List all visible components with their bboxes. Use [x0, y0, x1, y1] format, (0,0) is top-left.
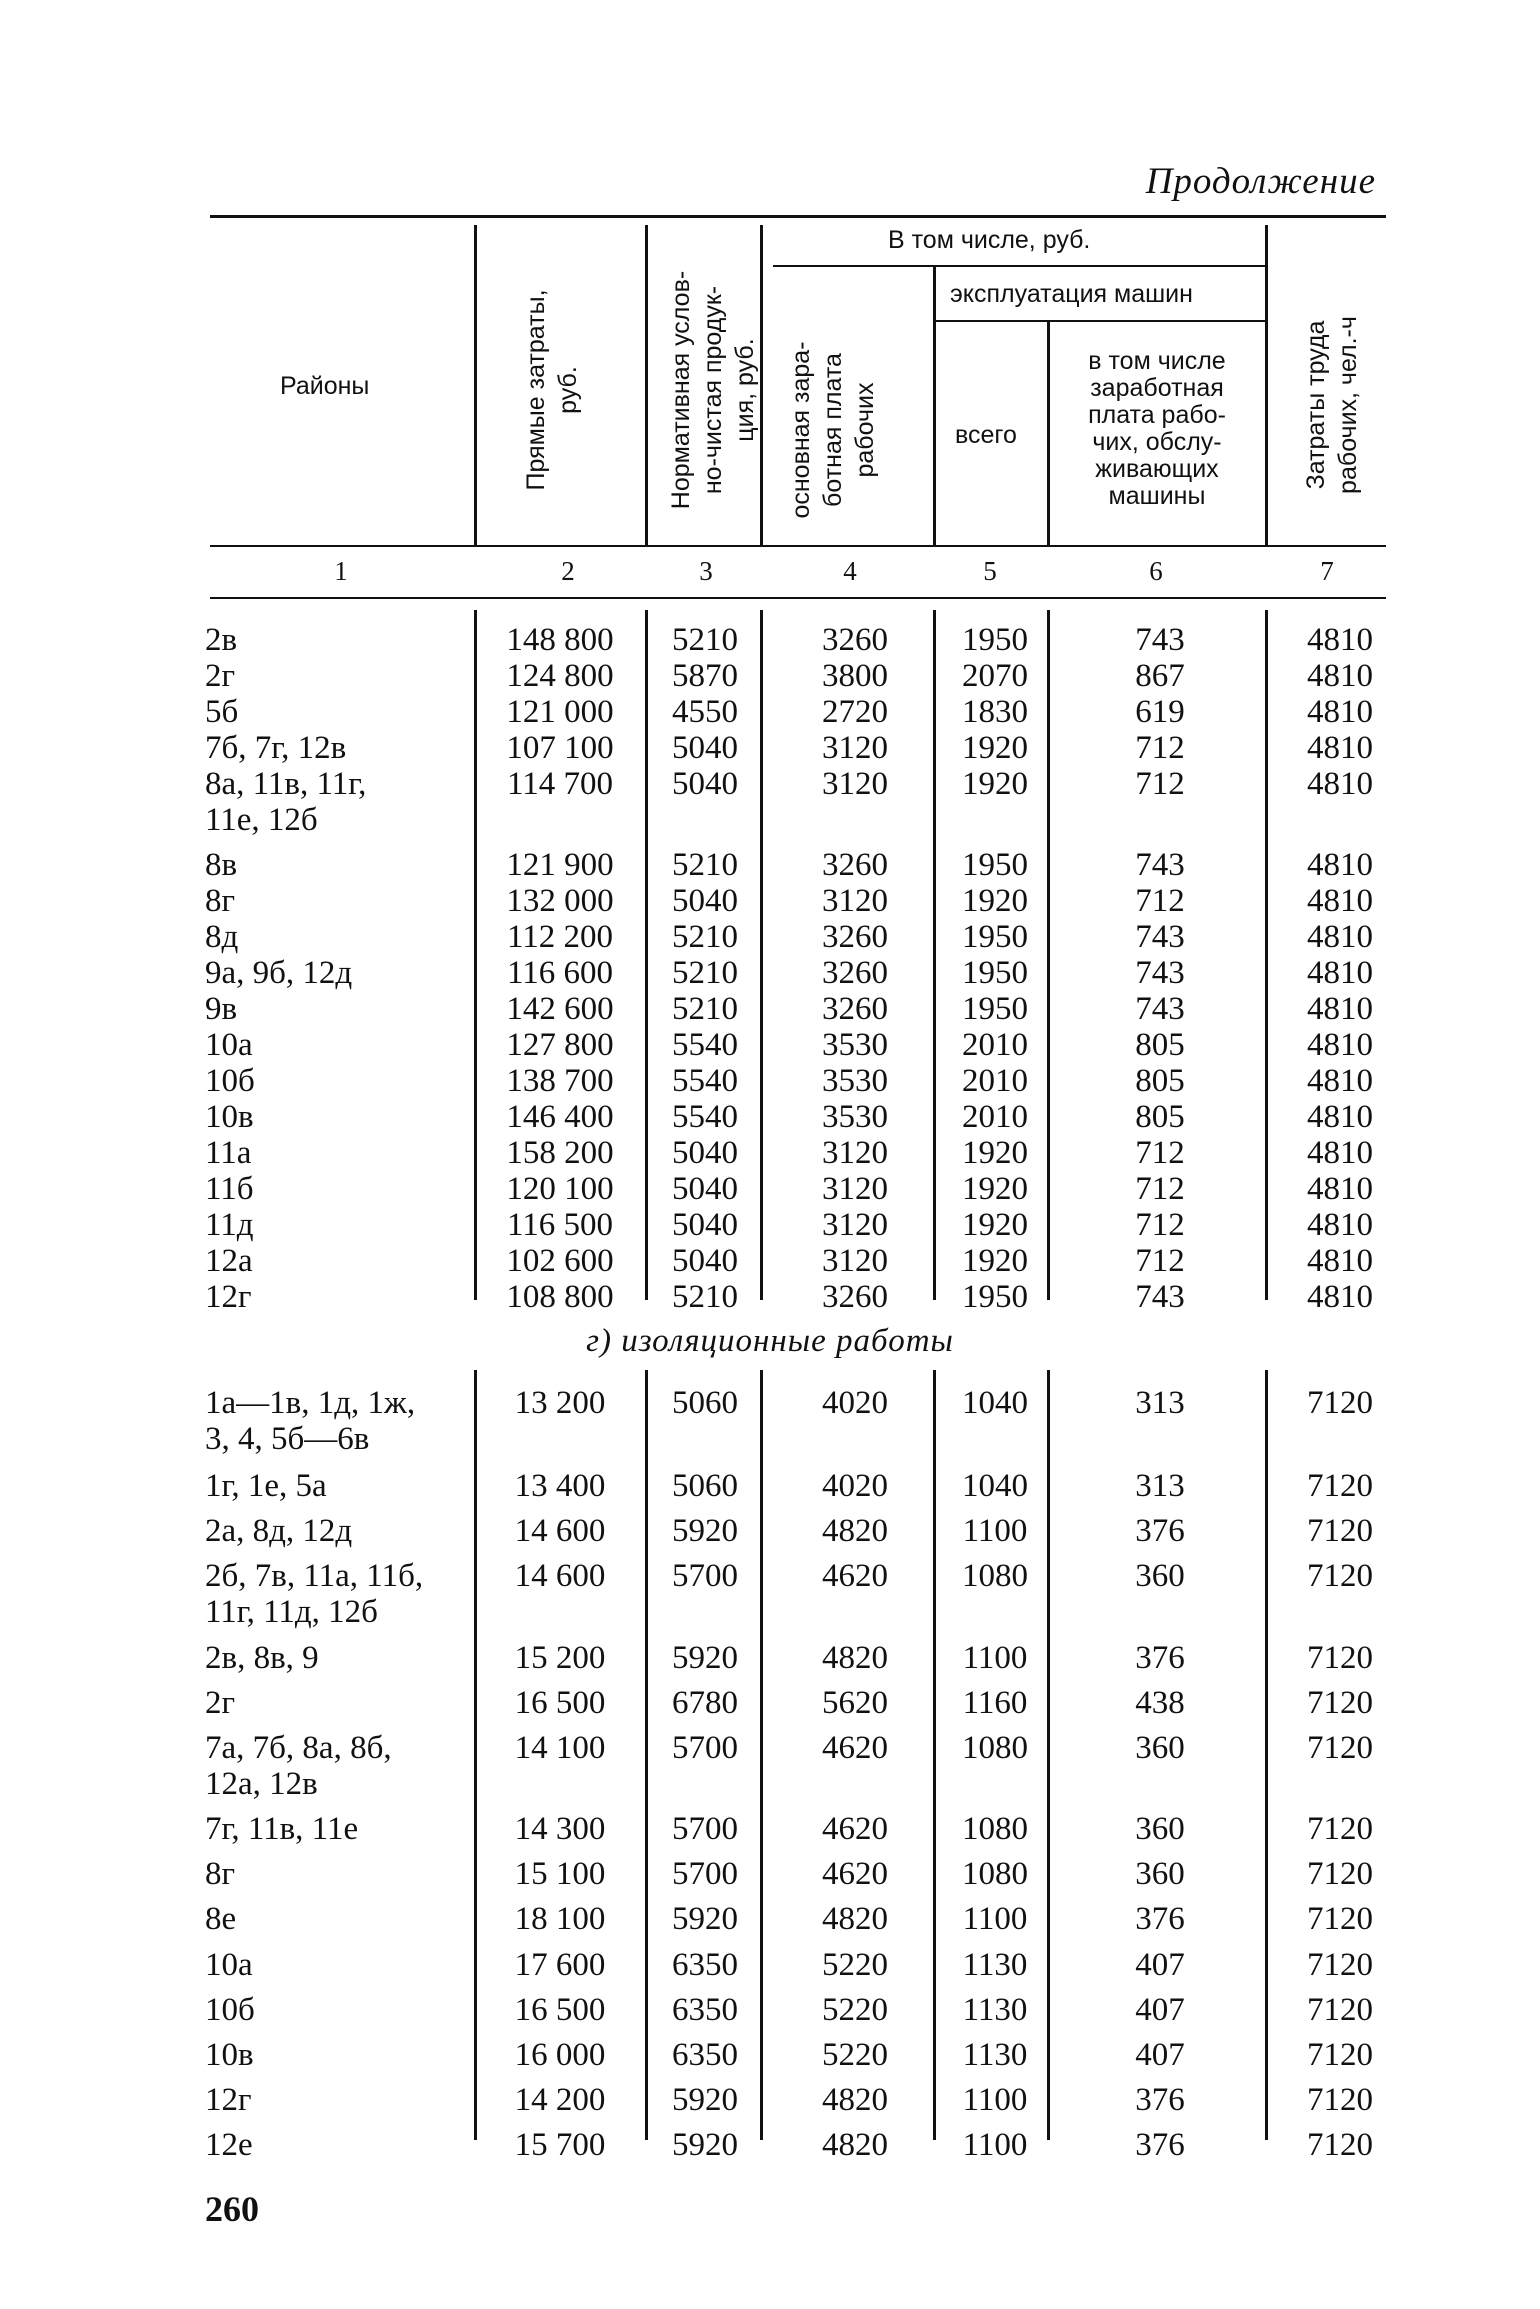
value-cell: 1130 [962, 2037, 1028, 2073]
value-cell: 142 600 [506, 991, 614, 1027]
value-cell: 4620 [822, 1730, 888, 1766]
value-cell: 743 [1135, 991, 1185, 1027]
region-label: 2в [205, 622, 238, 658]
value-cell: 1100 [962, 1513, 1028, 1549]
value-cell: 1040 [962, 1385, 1028, 1421]
value-cell: 743 [1135, 847, 1185, 883]
page-number: 260 [205, 2189, 259, 2229]
value-cell: 5210 [672, 622, 738, 658]
value-cell: 5540 [672, 1063, 738, 1099]
value-cell: 4820 [822, 2127, 888, 2163]
header-base-wage: основная зара- ботная плата рабочих [787, 341, 879, 519]
value-cell: 1080 [962, 1811, 1028, 1847]
value-cell: 5040 [672, 1171, 738, 1207]
header-regions: Районы [280, 372, 370, 400]
value-cell: 1950 [962, 991, 1028, 1027]
value-cell: 5540 [672, 1099, 738, 1135]
value-cell: 3120 [822, 1243, 888, 1279]
region-label: 7г, 11в, 11е [205, 1811, 359, 1847]
value-cell: 132 000 [506, 883, 614, 919]
table-row [0, 955, 1540, 991]
value-cell: 360 [1135, 1558, 1185, 1594]
value-cell: 6350 [672, 2037, 738, 2073]
region-label: 7а, 7б, 8а, 8б, 12а, 12в [205, 1730, 392, 1802]
value-cell: 5040 [672, 1135, 738, 1171]
table-row [0, 766, 1540, 838]
value-cell: 360 [1135, 1856, 1185, 1892]
value-cell: 4820 [822, 1901, 888, 1937]
column-number: 3 [699, 556, 713, 586]
value-cell: 7120 [1307, 1513, 1373, 1549]
header-bottom-rule [210, 545, 1386, 547]
region-label: 1а—1в, 1д, 1ж, 3, 4, 5б—6в [205, 1385, 416, 1457]
value-cell: 1950 [962, 847, 1028, 883]
header-divider [1047, 320, 1050, 545]
header-labor: Затраты труда рабочих, чел.-ч [1302, 316, 1362, 494]
table-row [0, 1135, 1540, 1171]
value-cell: 3120 [822, 1135, 888, 1171]
table-row [0, 2127, 1540, 2163]
value-cell: 4810 [1307, 1063, 1373, 1099]
value-cell: 1100 [962, 2082, 1028, 2118]
value-cell: 14 600 [514, 1558, 606, 1594]
value-cell: 112 200 [506, 919, 614, 955]
value-cell: 1040 [962, 1468, 1028, 1504]
value-cell: 7120 [1307, 1856, 1373, 1892]
region-label: 8в [205, 847, 238, 883]
value-cell: 1080 [962, 1856, 1028, 1892]
value-cell: 13 200 [514, 1385, 606, 1421]
value-cell: 5920 [672, 1640, 738, 1676]
table-row [0, 1811, 1540, 1847]
value-cell: 376 [1135, 1901, 1185, 1937]
value-cell: 5210 [672, 955, 738, 991]
value-cell: 5870 [672, 658, 738, 694]
table-row [0, 1027, 1540, 1063]
region-label: 10а [205, 1947, 253, 1983]
region-label: 10б [205, 1992, 255, 2028]
region-label: 11а [205, 1135, 252, 1171]
region-label: 2г [205, 1685, 236, 1721]
value-cell: 805 [1135, 1027, 1185, 1063]
value-cell: 1920 [962, 730, 1028, 766]
region-label: 5б [205, 694, 239, 730]
value-cell: 4810 [1307, 1099, 1373, 1135]
value-cell: 7120 [1307, 1730, 1373, 1766]
table-row [0, 991, 1540, 1027]
value-cell: 407 [1135, 1992, 1185, 2028]
header-divider [1265, 225, 1268, 545]
table-row [0, 622, 1540, 658]
value-cell: 120 100 [506, 1171, 614, 1207]
value-cell: 5920 [672, 1901, 738, 1937]
value-cell: 5040 [672, 1207, 738, 1243]
region-label: 2а, 8д, 12д [205, 1513, 353, 1549]
region-label: 10в [205, 2037, 254, 2073]
section-title: г) изоляционные работы [586, 1323, 954, 1359]
header-total: всего [955, 421, 1017, 449]
value-cell: 4820 [822, 1513, 888, 1549]
value-cell: 4020 [822, 1385, 888, 1421]
table-row [0, 1207, 1540, 1243]
value-cell: 14 100 [514, 1730, 606, 1766]
table-row [0, 1640, 1540, 1676]
header-divider [933, 265, 936, 545]
table-row [0, 1992, 1540, 2028]
value-cell: 4810 [1307, 658, 1373, 694]
value-cell: 4810 [1307, 730, 1373, 766]
subheader-rule-1 [773, 265, 1265, 267]
value-cell: 1920 [962, 1171, 1028, 1207]
table-row [0, 919, 1540, 955]
value-cell: 7120 [1307, 2037, 1373, 2073]
region-label: 9в [205, 991, 238, 1027]
value-cell: 1100 [962, 1901, 1028, 1937]
value-cell: 3120 [822, 1171, 888, 1207]
value-cell: 6350 [672, 1992, 738, 2028]
value-cell: 376 [1135, 1640, 1185, 1676]
region-label: 7б, 7г, 12в [205, 730, 347, 766]
value-cell: 5220 [822, 2037, 888, 2073]
value-cell: 1080 [962, 1730, 1028, 1766]
value-cell: 407 [1135, 1947, 1185, 1983]
value-cell: 5700 [672, 1730, 738, 1766]
header-machine-operation: эксплуатация машин [950, 280, 1193, 308]
value-cell: 17 600 [514, 1947, 606, 1983]
value-cell: 15 100 [514, 1856, 606, 1892]
table-row [0, 1856, 1540, 1892]
value-cell: 7120 [1307, 1640, 1373, 1676]
value-cell: 7120 [1307, 1558, 1373, 1594]
region-label: 12а [205, 1243, 253, 1279]
continuation-label: Продолжение [1145, 161, 1376, 202]
value-cell: 18 100 [514, 1901, 606, 1937]
value-cell: 712 [1135, 1135, 1185, 1171]
value-cell: 313 [1135, 1468, 1185, 1504]
value-cell: 3260 [822, 919, 888, 955]
value-cell: 4810 [1307, 1207, 1373, 1243]
value-cell: 3120 [822, 766, 888, 802]
value-cell: 14 600 [514, 1513, 606, 1549]
value-cell: 407 [1135, 2037, 1185, 2073]
value-cell: 7120 [1307, 2082, 1373, 2118]
value-cell: 3260 [822, 955, 888, 991]
value-cell: 1080 [962, 1558, 1028, 1594]
value-cell: 5040 [672, 730, 738, 766]
column-number: 7 [1320, 556, 1334, 586]
value-cell: 376 [1135, 2082, 1185, 2118]
value-cell: 107 100 [506, 730, 614, 766]
table-row [0, 1099, 1540, 1135]
value-cell: 4810 [1307, 1279, 1373, 1315]
value-cell: 7120 [1307, 1947, 1373, 1983]
value-cell: 3260 [822, 991, 888, 1027]
value-cell: 3530 [822, 1027, 888, 1063]
region-label: 1г, 1е, 5а [205, 1468, 327, 1504]
value-cell: 712 [1135, 883, 1185, 919]
value-cell: 1950 [962, 919, 1028, 955]
value-cell: 5040 [672, 883, 738, 919]
column-number: 4 [843, 556, 857, 586]
value-cell: 712 [1135, 730, 1185, 766]
table-row [0, 847, 1540, 883]
value-cell: 138 700 [506, 1063, 614, 1099]
region-label: 12г [205, 1279, 252, 1315]
value-cell: 360 [1135, 1730, 1185, 1766]
value-cell: 867 [1135, 658, 1185, 694]
value-cell: 13 400 [514, 1468, 606, 1504]
value-cell: 5210 [672, 991, 738, 1027]
table-row [0, 694, 1540, 730]
value-cell: 4810 [1307, 694, 1373, 730]
table-row [0, 1243, 1540, 1279]
table-row [0, 2082, 1540, 2118]
region-label: 8а, 11в, 11г, 11е, 12б [205, 766, 367, 838]
value-cell: 1920 [962, 1207, 1028, 1243]
table-row [0, 730, 1540, 766]
table-row [0, 1513, 1540, 1549]
value-cell: 1950 [962, 1279, 1028, 1315]
value-cell: 16 000 [514, 2037, 606, 2073]
value-cell: 376 [1135, 2127, 1185, 2163]
value-cell: 438 [1135, 1685, 1185, 1721]
region-label: 2г [205, 658, 236, 694]
value-cell: 5210 [672, 919, 738, 955]
value-cell: 146 400 [506, 1099, 614, 1135]
value-cell: 743 [1135, 622, 1185, 658]
value-cell: 5700 [672, 1558, 738, 1594]
table-row [0, 1468, 1540, 1504]
value-cell: 5920 [672, 1513, 738, 1549]
table-row [0, 1558, 1540, 1630]
value-cell: 116 500 [506, 1207, 614, 1243]
table-row [0, 1901, 1540, 1937]
value-cell: 4810 [1307, 1243, 1373, 1279]
region-label: 9а, 9б, 12д [205, 955, 353, 991]
value-cell: 15 700 [514, 2127, 606, 2163]
value-cell: 743 [1135, 919, 1185, 955]
value-cell: 1100 [962, 2127, 1028, 2163]
header-direct-costs: Прямые затраты, руб. [522, 289, 582, 491]
value-cell: 4820 [822, 1640, 888, 1676]
region-label: 8г [205, 1856, 236, 1892]
value-cell: 5220 [822, 1992, 888, 2028]
value-cell: 3530 [822, 1099, 888, 1135]
value-cell: 2720 [822, 694, 888, 730]
value-cell: 114 700 [506, 766, 614, 802]
region-label: 12е [205, 2127, 253, 2163]
value-cell: 619 [1135, 694, 1185, 730]
value-cell: 7120 [1307, 1811, 1373, 1847]
value-cell: 15 200 [514, 1640, 606, 1676]
value-cell: 1160 [962, 1685, 1028, 1721]
table-row [0, 1385, 1540, 1457]
region-label: 11д [205, 1207, 254, 1243]
value-cell: 1920 [962, 1135, 1028, 1171]
value-cell: 5220 [822, 1947, 888, 1983]
value-cell: 1920 [962, 1243, 1028, 1279]
value-cell: 148 800 [506, 622, 614, 658]
header-divider [474, 225, 477, 545]
column-number: 2 [561, 556, 575, 586]
value-cell: 3120 [822, 1207, 888, 1243]
value-cell: 5620 [822, 1685, 888, 1721]
value-cell: 1920 [962, 883, 1028, 919]
value-cell: 7120 [1307, 1992, 1373, 2028]
value-cell: 3120 [822, 883, 888, 919]
column-number: 1 [334, 556, 348, 586]
value-cell: 1830 [962, 694, 1028, 730]
value-cell: 4820 [822, 2082, 888, 2118]
table-top-rule [210, 215, 1386, 218]
value-cell: 7120 [1307, 2127, 1373, 2163]
value-cell: 4550 [672, 694, 738, 730]
value-cell: 121 000 [506, 694, 614, 730]
value-cell: 360 [1135, 1811, 1185, 1847]
value-cell: 712 [1135, 766, 1185, 802]
value-cell: 16 500 [514, 1992, 606, 2028]
region-label: 10б [205, 1063, 255, 1099]
value-cell: 3800 [822, 658, 888, 694]
header-normative: Нормативная услов- но-чистая продук- ция, руб. [667, 270, 759, 510]
value-cell: 3260 [822, 622, 888, 658]
value-cell: 102 600 [506, 1243, 614, 1279]
region-label: 12г [205, 2082, 252, 2118]
value-cell: 158 200 [506, 1135, 614, 1171]
table-row [0, 1947, 1540, 1983]
column-number: 5 [983, 556, 997, 586]
value-cell: 1950 [962, 622, 1028, 658]
value-cell: 124 800 [506, 658, 614, 694]
value-cell: 6350 [672, 1947, 738, 1983]
value-cell: 127 800 [506, 1027, 614, 1063]
table-row [0, 883, 1540, 919]
value-cell: 5920 [672, 2127, 738, 2163]
value-cell: 712 [1135, 1243, 1185, 1279]
value-cell: 4810 [1307, 622, 1373, 658]
value-cell: 743 [1135, 955, 1185, 991]
region-label: 8д [205, 919, 239, 955]
value-cell: 116 600 [506, 955, 614, 991]
value-cell: 4810 [1307, 766, 1373, 802]
value-cell: 1920 [962, 766, 1028, 802]
header-incl-wage: в том числе заработная плата рабо- чих, обслу- живающих машины [1088, 347, 1226, 510]
region-label: 2в, 8в, 9 [205, 1640, 319, 1676]
value-cell: 121 900 [506, 847, 614, 883]
value-cell: 5060 [672, 1385, 738, 1421]
table-row [0, 1685, 1540, 1721]
table-row [0, 658, 1540, 694]
value-cell: 4620 [822, 1856, 888, 1892]
value-cell: 5040 [672, 1243, 738, 1279]
value-cell: 5700 [672, 1811, 738, 1847]
region-label: 11б [205, 1171, 254, 1207]
value-cell: 5210 [672, 1279, 738, 1315]
value-cell: 6780 [672, 1685, 738, 1721]
subheader-rule-2 [935, 320, 1265, 322]
value-cell: 4810 [1307, 847, 1373, 883]
value-cell: 14 200 [514, 2082, 606, 2118]
value-cell: 712 [1135, 1171, 1185, 1207]
value-cell: 4620 [822, 1558, 888, 1594]
value-cell: 14 300 [514, 1811, 606, 1847]
header-including-rub: В том числе, руб. [888, 226, 1091, 254]
value-cell: 7120 [1307, 1685, 1373, 1721]
value-cell: 7120 [1307, 1385, 1373, 1421]
value-cell: 4810 [1307, 991, 1373, 1027]
value-cell: 5920 [672, 2082, 738, 2118]
value-cell: 1100 [962, 1640, 1028, 1676]
value-cell: 5210 [672, 847, 738, 883]
value-cell: 7120 [1307, 1901, 1373, 1937]
value-cell: 4810 [1307, 955, 1373, 991]
value-cell: 5700 [672, 1856, 738, 1892]
value-cell: 5540 [672, 1027, 738, 1063]
value-cell: 5040 [672, 766, 738, 802]
region-label: 10а [205, 1027, 253, 1063]
value-cell: 4810 [1307, 883, 1373, 919]
value-cell: 3120 [822, 730, 888, 766]
column-number: 6 [1149, 556, 1163, 586]
value-cell: 16 500 [514, 1685, 606, 1721]
value-cell: 5060 [672, 1468, 738, 1504]
value-cell: 4810 [1307, 919, 1373, 955]
table-row [0, 1063, 1540, 1099]
value-cell: 108 800 [506, 1279, 614, 1315]
value-cell: 7120 [1307, 1468, 1373, 1504]
value-cell: 2070 [962, 658, 1028, 694]
value-cell: 805 [1135, 1099, 1185, 1135]
value-cell: 3530 [822, 1063, 888, 1099]
header-divider [645, 225, 648, 545]
region-label: 2б, 7в, 11а, 11б, 11г, 11д, 12б [205, 1558, 424, 1630]
region-label: 10в [205, 1099, 254, 1135]
value-cell: 4020 [822, 1468, 888, 1504]
value-cell: 805 [1135, 1063, 1185, 1099]
value-cell: 3260 [822, 1279, 888, 1315]
value-cell: 313 [1135, 1385, 1185, 1421]
value-cell: 3260 [822, 847, 888, 883]
table-row [0, 1171, 1540, 1207]
table-row [0, 2037, 1540, 2073]
colnum-bottom-rule [210, 597, 1386, 599]
value-cell: 1950 [962, 955, 1028, 991]
table-row [0, 1279, 1540, 1315]
region-label: 8е [205, 1901, 237, 1937]
table-row [0, 1730, 1540, 1802]
value-cell: 2010 [962, 1063, 1028, 1099]
value-cell: 2010 [962, 1099, 1028, 1135]
value-cell: 712 [1135, 1207, 1185, 1243]
value-cell: 4810 [1307, 1027, 1373, 1063]
value-cell: 2010 [962, 1027, 1028, 1063]
value-cell: 743 [1135, 1279, 1185, 1315]
value-cell: 1130 [962, 1947, 1028, 1983]
value-cell: 1130 [962, 1992, 1028, 2028]
region-label: 8г [205, 883, 236, 919]
value-cell: 4810 [1307, 1135, 1373, 1171]
value-cell: 4620 [822, 1811, 888, 1847]
value-cell: 376 [1135, 1513, 1185, 1549]
value-cell: 4810 [1307, 1171, 1373, 1207]
